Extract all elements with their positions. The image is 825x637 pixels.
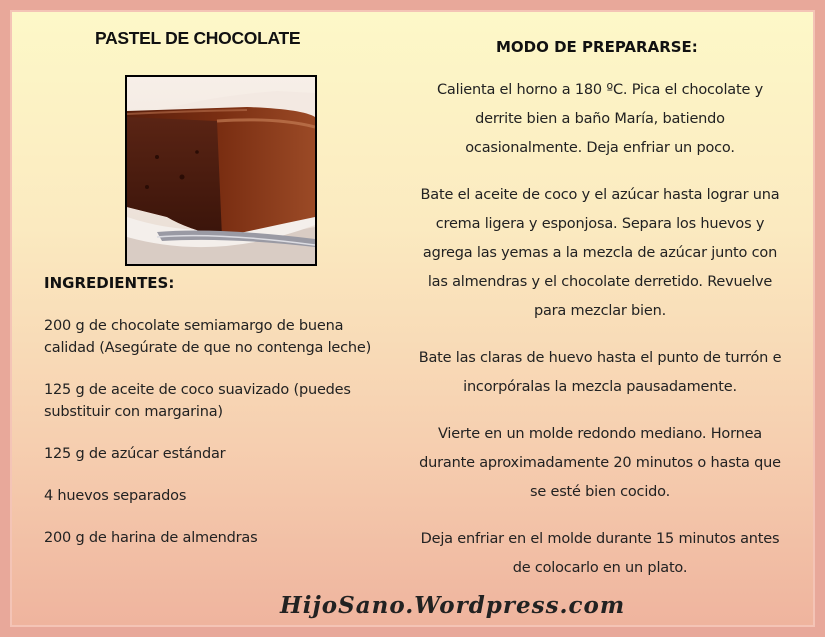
site-watermark: HijoSano.Wordpress.com [280, 592, 626, 619]
preparation-steps [415, 76, 785, 601]
preparation-step: Vierte en un molde redondo mediano. Hornea durante aproximadamente 20 minutos o hasta que se esté bien cocido. [419, 426, 781, 500]
preparation-step: Bate el aceite de coco y el azúcar hasta lograr una crema ligera y esponjosa. Separa los huevos y agrega las yemas a la mezcla de azúcar junto con las almendras y el chocolate derretido. Revuelve para mezclar bien. [420, 187, 780, 319]
ingredient-item: 125 g de azúcar estándar [44, 446, 226, 462]
recipe-title: PASTEL DE CHOCOLATE [95, 28, 301, 48]
ingredients-list [44, 315, 374, 569]
preparation-heading: MODO DE PREPARARSE: [496, 38, 698, 56]
cake-photo [125, 75, 317, 266]
ingredients-heading: INGREDIENTES: [44, 274, 175, 292]
preparation-step: Deja enfriar en el molde durante 15 minutos antes de colocarlo en un plato. [420, 531, 780, 576]
ingredient-item: 4 huevos separados [44, 488, 187, 504]
cake-photo-image [127, 77, 315, 264]
preparation-step: Calienta el horno a 180 ºC. Pica el chocolate y derrite bien a baño María, batiendo ocasionalmente. Deja enfriar un poco. [437, 82, 763, 156]
ingredient-item: 125 g de aceite de coco suavizado (puedes substituir con margarina) [44, 382, 351, 420]
ingredient-item: 200 g de harina de almendras [44, 530, 258, 546]
ingredient-item: 200 g de chocolate semiamargo de buena calidad (Asegúrate de que no contenga leche) [44, 318, 372, 356]
preparation-step: Bate las claras de huevo hasta el punto de turrón e incorpóralas la mezcla pausadamente. [418, 350, 782, 395]
